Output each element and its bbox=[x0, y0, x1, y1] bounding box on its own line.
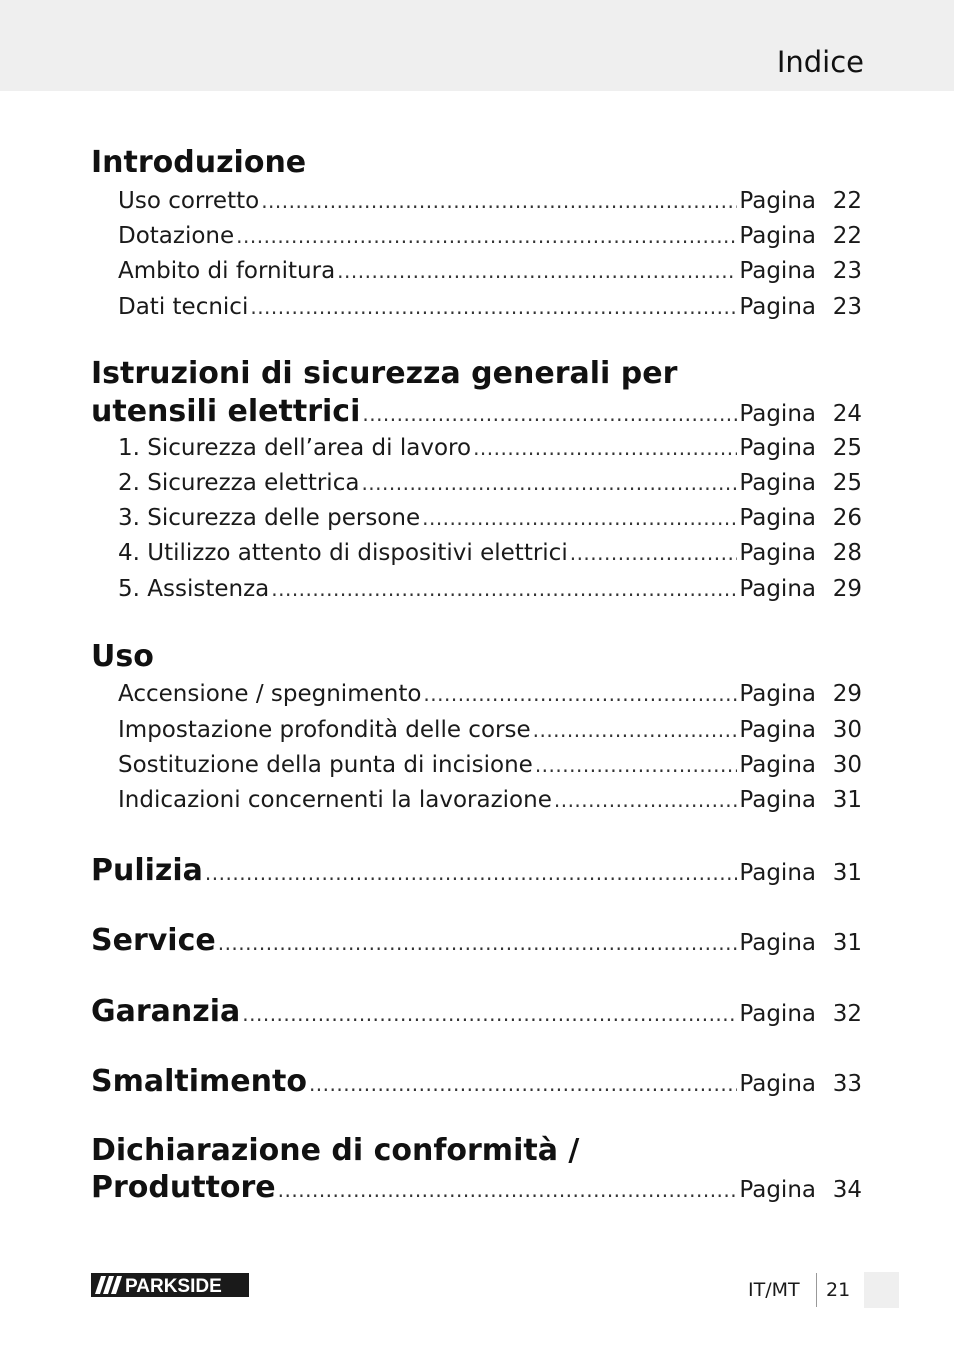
page-number: 29 bbox=[832, 576, 862, 602]
leader-dots bbox=[422, 503, 737, 533]
leader-dots bbox=[205, 853, 738, 893]
leader-dots bbox=[236, 221, 737, 251]
leader-dots bbox=[361, 468, 737, 498]
leader-dots bbox=[271, 574, 737, 604]
section-title-pulizia: Pulizia bbox=[91, 853, 203, 888]
toc-entry-dotazione[interactable] bbox=[118, 221, 862, 251]
page-number: 31 bbox=[832, 930, 862, 956]
toc-entry-utilizzo-dispositivi[interactable] bbox=[118, 538, 862, 568]
section-title-uso: Uso bbox=[91, 639, 154, 674]
page-number: 31 bbox=[832, 860, 862, 886]
leader-dots bbox=[362, 394, 737, 434]
entry-label: Dati tecnici bbox=[118, 294, 249, 320]
leader-dots bbox=[570, 538, 738, 568]
page-number-footer: 21 bbox=[826, 1279, 851, 1301]
page-number: 22 bbox=[832, 188, 862, 214]
page-number: 24 bbox=[832, 401, 862, 427]
page-label: Pagina bbox=[739, 860, 816, 886]
toc-entry-dati-tecnici[interactable] bbox=[118, 292, 862, 322]
leader-dots bbox=[337, 256, 737, 286]
entry-label: Dotazione bbox=[118, 223, 235, 249]
page-number: 28 bbox=[832, 540, 862, 566]
leader-dots bbox=[261, 186, 737, 216]
page-label: Pagina bbox=[739, 258, 816, 284]
page-number: 30 bbox=[832, 752, 862, 778]
section-title-garanzia: Garanzia bbox=[91, 994, 241, 1029]
section-title-istruzioni: Istruzioni di sicurezza generali per bbox=[91, 356, 678, 391]
page-label: Pagina bbox=[739, 435, 816, 461]
toc-entry-dichiarazione[interactable] bbox=[91, 1168, 862, 1208]
entry-label: Sostituzione della punta di incisione bbox=[118, 752, 533, 778]
page-number: 25 bbox=[832, 435, 862, 461]
section-title-dichiarazione: Dichiarazione di conformità / bbox=[91, 1133, 580, 1168]
toc-entry-smaltimento[interactable] bbox=[91, 1062, 862, 1102]
section-title-service: Service bbox=[91, 923, 216, 958]
entry-label: 2. Sicurezza elettrica bbox=[118, 470, 360, 496]
toc-entry-assistenza[interactable] bbox=[118, 574, 862, 604]
entry-label: 1. Sicurezza dell’area di lavoro bbox=[118, 435, 472, 461]
leader-dots bbox=[242, 994, 737, 1034]
page-label: Pagina bbox=[739, 1071, 816, 1097]
section-title-dichiarazione-line2: Produttore bbox=[91, 1170, 276, 1205]
toc-entry-sicurezza-persone[interactable] bbox=[118, 503, 862, 533]
page-label: Pagina bbox=[739, 787, 816, 813]
section-title-introduzione: Introduzione bbox=[91, 145, 307, 180]
section-title-smaltimento: Smaltimento bbox=[91, 1064, 307, 1099]
toc-entry-indicazioni-lavorazione[interactable] bbox=[118, 785, 862, 815]
leader-dots bbox=[535, 750, 738, 780]
toc-entry-garanzia[interactable] bbox=[91, 992, 862, 1032]
leader-dots bbox=[218, 923, 738, 963]
leader-dots bbox=[309, 1064, 737, 1104]
entry-label: 4. Utilizzo attento di dispositivi elettrici bbox=[118, 540, 568, 566]
entry-label: Impostazione profondità delle corse bbox=[118, 717, 531, 743]
page-label: Pagina bbox=[739, 752, 816, 778]
toc-entry-punta-incisione[interactable] bbox=[118, 750, 862, 780]
page-label: Pagina bbox=[739, 930, 816, 956]
page-number: 33 bbox=[832, 1071, 862, 1097]
page-number: 23 bbox=[832, 258, 862, 284]
page-label: Pagina bbox=[739, 401, 816, 427]
page-label: Pagina bbox=[739, 188, 816, 214]
entry-label: Accensione / spegnimento bbox=[118, 681, 422, 707]
toc-entry-sicurezza-elettrica[interactable] bbox=[118, 468, 862, 498]
leader-dots bbox=[533, 715, 738, 745]
page-label: Pagina bbox=[739, 681, 816, 707]
toc-entry-pulizia[interactable] bbox=[91, 851, 862, 891]
leader-dots bbox=[473, 433, 737, 463]
logo-text: PARKSIDE bbox=[125, 1276, 222, 1297]
page-number: 23 bbox=[832, 294, 862, 320]
entry-label: Indicazioni concernenti la lavorazione bbox=[118, 787, 552, 813]
parkside-logo bbox=[91, 1273, 249, 1297]
page-number: 29 bbox=[832, 681, 862, 707]
page-label: Pagina bbox=[739, 294, 816, 320]
footer-tab bbox=[864, 1272, 899, 1308]
page-title: Indice bbox=[776, 45, 864, 79]
page-label: Pagina bbox=[739, 470, 816, 496]
page-label: Pagina bbox=[739, 505, 816, 531]
toc-entry-uso-corretto[interactable] bbox=[118, 186, 862, 216]
page-number: 26 bbox=[832, 505, 862, 531]
page-label: Pagina bbox=[739, 223, 816, 249]
leader-dots bbox=[554, 785, 738, 815]
entry-label: 5. Assistenza bbox=[118, 576, 270, 602]
toc-entry-ambito-di-fornitura[interactable] bbox=[118, 256, 862, 286]
page-label: Pagina bbox=[739, 1001, 816, 1027]
page-number: 25 bbox=[832, 470, 862, 496]
leader-dots bbox=[250, 292, 737, 322]
toc-entry-accensione[interactable] bbox=[118, 679, 862, 709]
section-title-istruzioni-line2: utensili elettrici bbox=[91, 394, 361, 429]
page-number: 22 bbox=[832, 223, 862, 249]
page-number: 32 bbox=[832, 1001, 862, 1027]
entry-label: Uso corretto bbox=[118, 188, 260, 214]
toc-entry-istruzioni[interactable] bbox=[91, 392, 862, 432]
page-label: Pagina bbox=[739, 717, 816, 743]
toc-entry-profondita-corse[interactable] bbox=[118, 715, 862, 745]
entry-label: 3. Sicurezza delle persone bbox=[118, 505, 421, 531]
toc-entry-sicurezza-area-lavoro[interactable] bbox=[118, 433, 862, 463]
page-label: Pagina bbox=[739, 576, 816, 602]
footer-divider bbox=[816, 1273, 817, 1307]
page-number: 31 bbox=[832, 787, 862, 813]
entry-label: Ambito di fornitura bbox=[118, 258, 336, 284]
page-number: 30 bbox=[832, 717, 862, 743]
page-number: 34 bbox=[832, 1177, 862, 1203]
page-label: Pagina bbox=[739, 1177, 816, 1203]
leader-dots bbox=[423, 679, 737, 709]
page-label: Pagina bbox=[739, 540, 816, 566]
leader-dots bbox=[278, 1170, 738, 1210]
toc-entry-service[interactable] bbox=[91, 921, 862, 961]
locale-label: IT/MT bbox=[748, 1279, 800, 1301]
